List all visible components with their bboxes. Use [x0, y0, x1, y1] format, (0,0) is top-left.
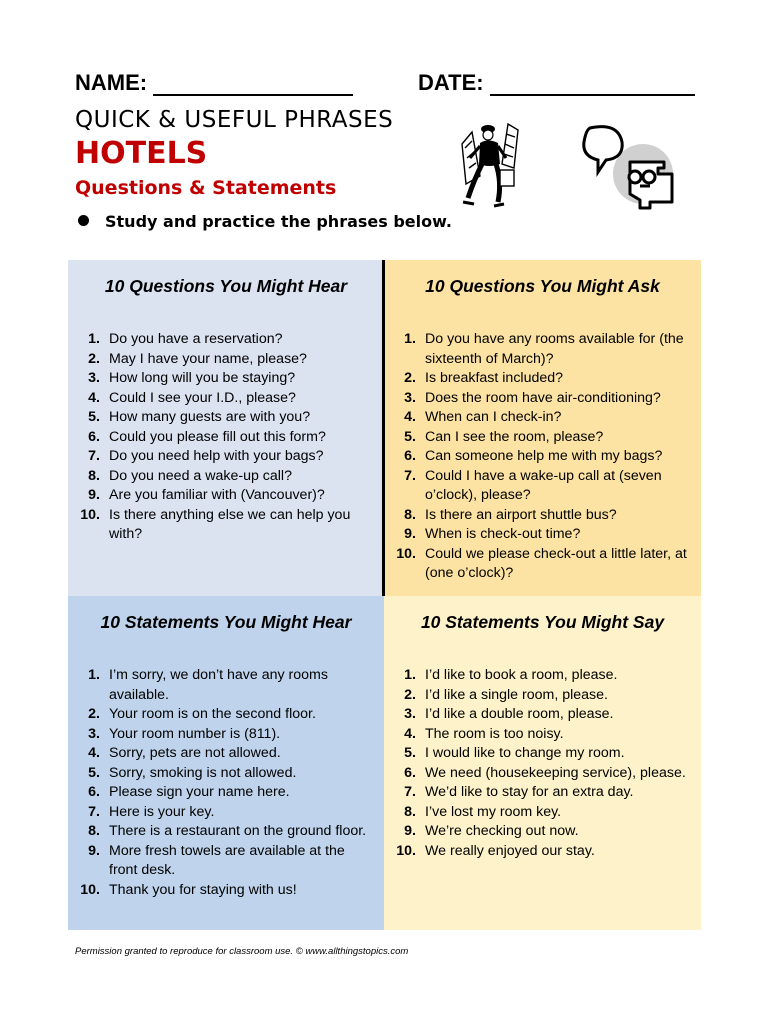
instruction-text: Study and practice the phrases below. — [105, 212, 452, 231]
list-item — [68, 783, 384, 803]
list-item — [384, 744, 701, 764]
item-text: Your room is on the second floor. — [109, 706, 316, 722]
item-number: 4. — [404, 725, 416, 742]
questions-you-might-ask-panel — [384, 260, 701, 596]
phrase-list — [384, 330, 701, 584]
instruction — [78, 212, 452, 231]
bullet-icon — [78, 215, 89, 226]
item-text: I’ve lost my room key. — [425, 803, 562, 820]
list-item — [68, 744, 384, 764]
list-item — [384, 842, 701, 862]
item-number: 4. — [88, 745, 100, 761]
item-text: Thank you for staying with us! — [109, 881, 297, 898]
item-number: 8. — [404, 803, 416, 820]
list-item — [68, 350, 384, 370]
item-text: Could I have a wake-up call at (seven o’clock), please? — [425, 467, 662, 503]
section-heading: Questions & Statements — [75, 177, 337, 199]
item-number: 7. — [404, 784, 416, 800]
list-item — [384, 725, 701, 745]
item-number: 7. — [404, 467, 416, 484]
date-field — [418, 70, 695, 96]
item-text: The room is too noisy. — [425, 725, 564, 742]
list-item — [384, 428, 701, 448]
item-text: Is there anything else we can help you with? — [109, 506, 351, 542]
item-text: Sorry, pets are not allowed. — [109, 745, 281, 761]
list-item — [384, 330, 701, 369]
list-item — [68, 408, 384, 428]
list-item — [68, 447, 384, 467]
item-text: Can someone help me with my bags? — [425, 448, 663, 464]
item-number: 3. — [404, 706, 416, 722]
item-text: Sorry, smoking is not allowed. — [109, 764, 297, 781]
item-number: 1. — [404, 667, 416, 683]
list-item — [68, 705, 384, 725]
item-text: I’d like to book a room, please. — [425, 667, 618, 683]
item-text: More fresh towels are available at the front desk. — [109, 842, 345, 878]
item-number: 9. — [404, 823, 416, 839]
item-text: When is check-out time? — [425, 526, 581, 542]
item-number: 2. — [88, 350, 100, 367]
list-item — [68, 506, 384, 545]
list-item — [384, 506, 701, 526]
item-text: Could I see your I.D., please? — [109, 389, 296, 406]
item-number: 10. — [396, 545, 416, 562]
list-item — [384, 447, 701, 467]
item-number: 5. — [404, 428, 416, 445]
list-item — [68, 467, 384, 487]
item-text: There is a restaurant on the ground floor. — [109, 823, 367, 839]
item-number: 8. — [404, 506, 416, 523]
item-number: 8. — [88, 467, 100, 484]
list-item — [68, 330, 384, 350]
list-item — [68, 803, 384, 823]
item-text: Do you need a wake-up call? — [109, 467, 292, 484]
item-number: 5. — [88, 409, 100, 425]
item-text: When can I check-in? — [425, 409, 562, 425]
item-text: Do you have a reservation? — [109, 331, 283, 347]
item-text: I’d like a single room, please. — [425, 686, 608, 703]
list-item — [384, 764, 701, 784]
item-number: 10. — [80, 881, 100, 898]
panel-heading: 10 Questions You Might Ask — [425, 276, 660, 296]
list-item — [68, 389, 384, 409]
item-text: Please sign your name here. — [109, 784, 290, 800]
item-number: 4. — [88, 389, 100, 406]
item-number: 2. — [404, 686, 416, 703]
item-text: I would like to change my room. — [425, 745, 625, 761]
item-text: May I have your name, please? — [109, 350, 307, 367]
list-item — [384, 686, 701, 706]
item-number: 5. — [404, 745, 416, 761]
list-item — [384, 705, 701, 725]
list-item — [68, 486, 384, 506]
item-number: 7. — [88, 448, 100, 464]
list-item — [68, 881, 384, 901]
panel-heading: 10 Questions You Might Hear — [104, 276, 348, 296]
item-number: 4. — [404, 409, 416, 425]
item-number: 6. — [88, 428, 100, 445]
item-number: 2. — [404, 370, 416, 386]
list-item — [384, 525, 701, 545]
item-number: 6. — [404, 764, 416, 781]
item-text: Does the room have air-conditioning? — [425, 389, 661, 406]
list-item — [68, 725, 384, 745]
date-label: DATE: — [418, 70, 484, 95]
item-number: 3. — [88, 370, 100, 386]
item-number: 5. — [88, 764, 100, 781]
bellhop-icon — [458, 118, 523, 210]
panel-heading: 10 Statements You Might Say — [420, 612, 665, 632]
item-number: 10. — [80, 506, 100, 523]
item-number: 6. — [404, 448, 416, 464]
speaking-head-icon — [580, 122, 680, 214]
list-item — [384, 408, 701, 428]
item-number: 8. — [88, 823, 100, 839]
list-item — [68, 369, 384, 389]
item-text: We’d like to stay for an extra day. — [425, 784, 634, 800]
item-text: We need (housekeeping service), please. — [425, 764, 686, 781]
list-item — [68, 764, 384, 784]
list-item — [68, 822, 384, 842]
item-number: 3. — [88, 725, 100, 742]
item-number: 6. — [88, 784, 100, 800]
item-number: 1. — [88, 667, 100, 683]
statements-you-might-hear-panel — [68, 596, 384, 930]
phrase-list — [68, 666, 384, 900]
list-item — [68, 842, 384, 881]
item-text: Is there an airport shuttle bus? — [425, 506, 617, 523]
list-item — [384, 545, 701, 584]
statements-you-might-say-panel — [384, 596, 701, 930]
panel-divider — [382, 260, 385, 596]
list-item — [384, 389, 701, 409]
item-number: 9. — [88, 842, 100, 859]
list-item — [384, 666, 701, 686]
list-item — [384, 369, 701, 389]
item-text: Is breakfast included? — [425, 370, 564, 386]
item-text: Could we please check-out a little later, at (one o’clock)? — [425, 545, 687, 581]
name-label: NAME: — [75, 70, 148, 95]
item-number: 3. — [404, 389, 416, 406]
list-item — [68, 428, 384, 448]
item-text: We really enjoyed our stay. — [425, 842, 595, 859]
phrase-list — [384, 666, 701, 861]
item-text: Your room number is (811). — [109, 725, 281, 742]
item-number: 1. — [404, 331, 416, 347]
item-text: Here is your key. — [109, 803, 215, 820]
date-blank-line — [490, 74, 695, 96]
name-field — [75, 70, 353, 96]
item-text: How long will you be staying? — [109, 370, 296, 386]
item-text: I’d like a double room, please. — [425, 706, 614, 722]
name-blank-line — [153, 74, 353, 96]
item-text: How many guests are with you? — [109, 409, 311, 425]
list-item — [384, 803, 701, 823]
footer-copyright: Permission granted to reproduce for classroom use. © www.allthingstopics.com — [75, 946, 409, 957]
phrase-list — [68, 330, 384, 545]
item-text: Could you please fill out this form? — [109, 428, 326, 445]
questions-you-might-hear-panel — [68, 260, 384, 596]
list-item — [384, 783, 701, 803]
item-text: Do you need help with your bags? — [109, 448, 324, 464]
list-item — [68, 666, 384, 705]
item-number: 9. — [404, 526, 416, 542]
panel-heading: 10 Statements You Might Hear — [100, 612, 352, 632]
item-text: Can I see the room, please? — [425, 428, 604, 445]
item-number: 7. — [88, 803, 100, 820]
item-text: Are you familiar with (Vancouver)? — [109, 487, 325, 503]
item-number: 10. — [396, 842, 416, 859]
list-item — [384, 467, 701, 506]
item-number: 1. — [88, 331, 100, 347]
page-title: HOTELS — [75, 136, 208, 171]
item-number: 9. — [88, 487, 100, 503]
item-text: We’re checking out now. — [425, 823, 579, 839]
list-item — [384, 822, 701, 842]
item-text: I’m sorry, we don’t have any rooms available. — [109, 667, 328, 703]
page-subtitle: QUICK & USEFUL PHRASES — [75, 107, 394, 133]
item-number: 2. — [88, 706, 100, 722]
item-text: Do you have any rooms available for (the sixteenth of March)? — [425, 331, 684, 367]
